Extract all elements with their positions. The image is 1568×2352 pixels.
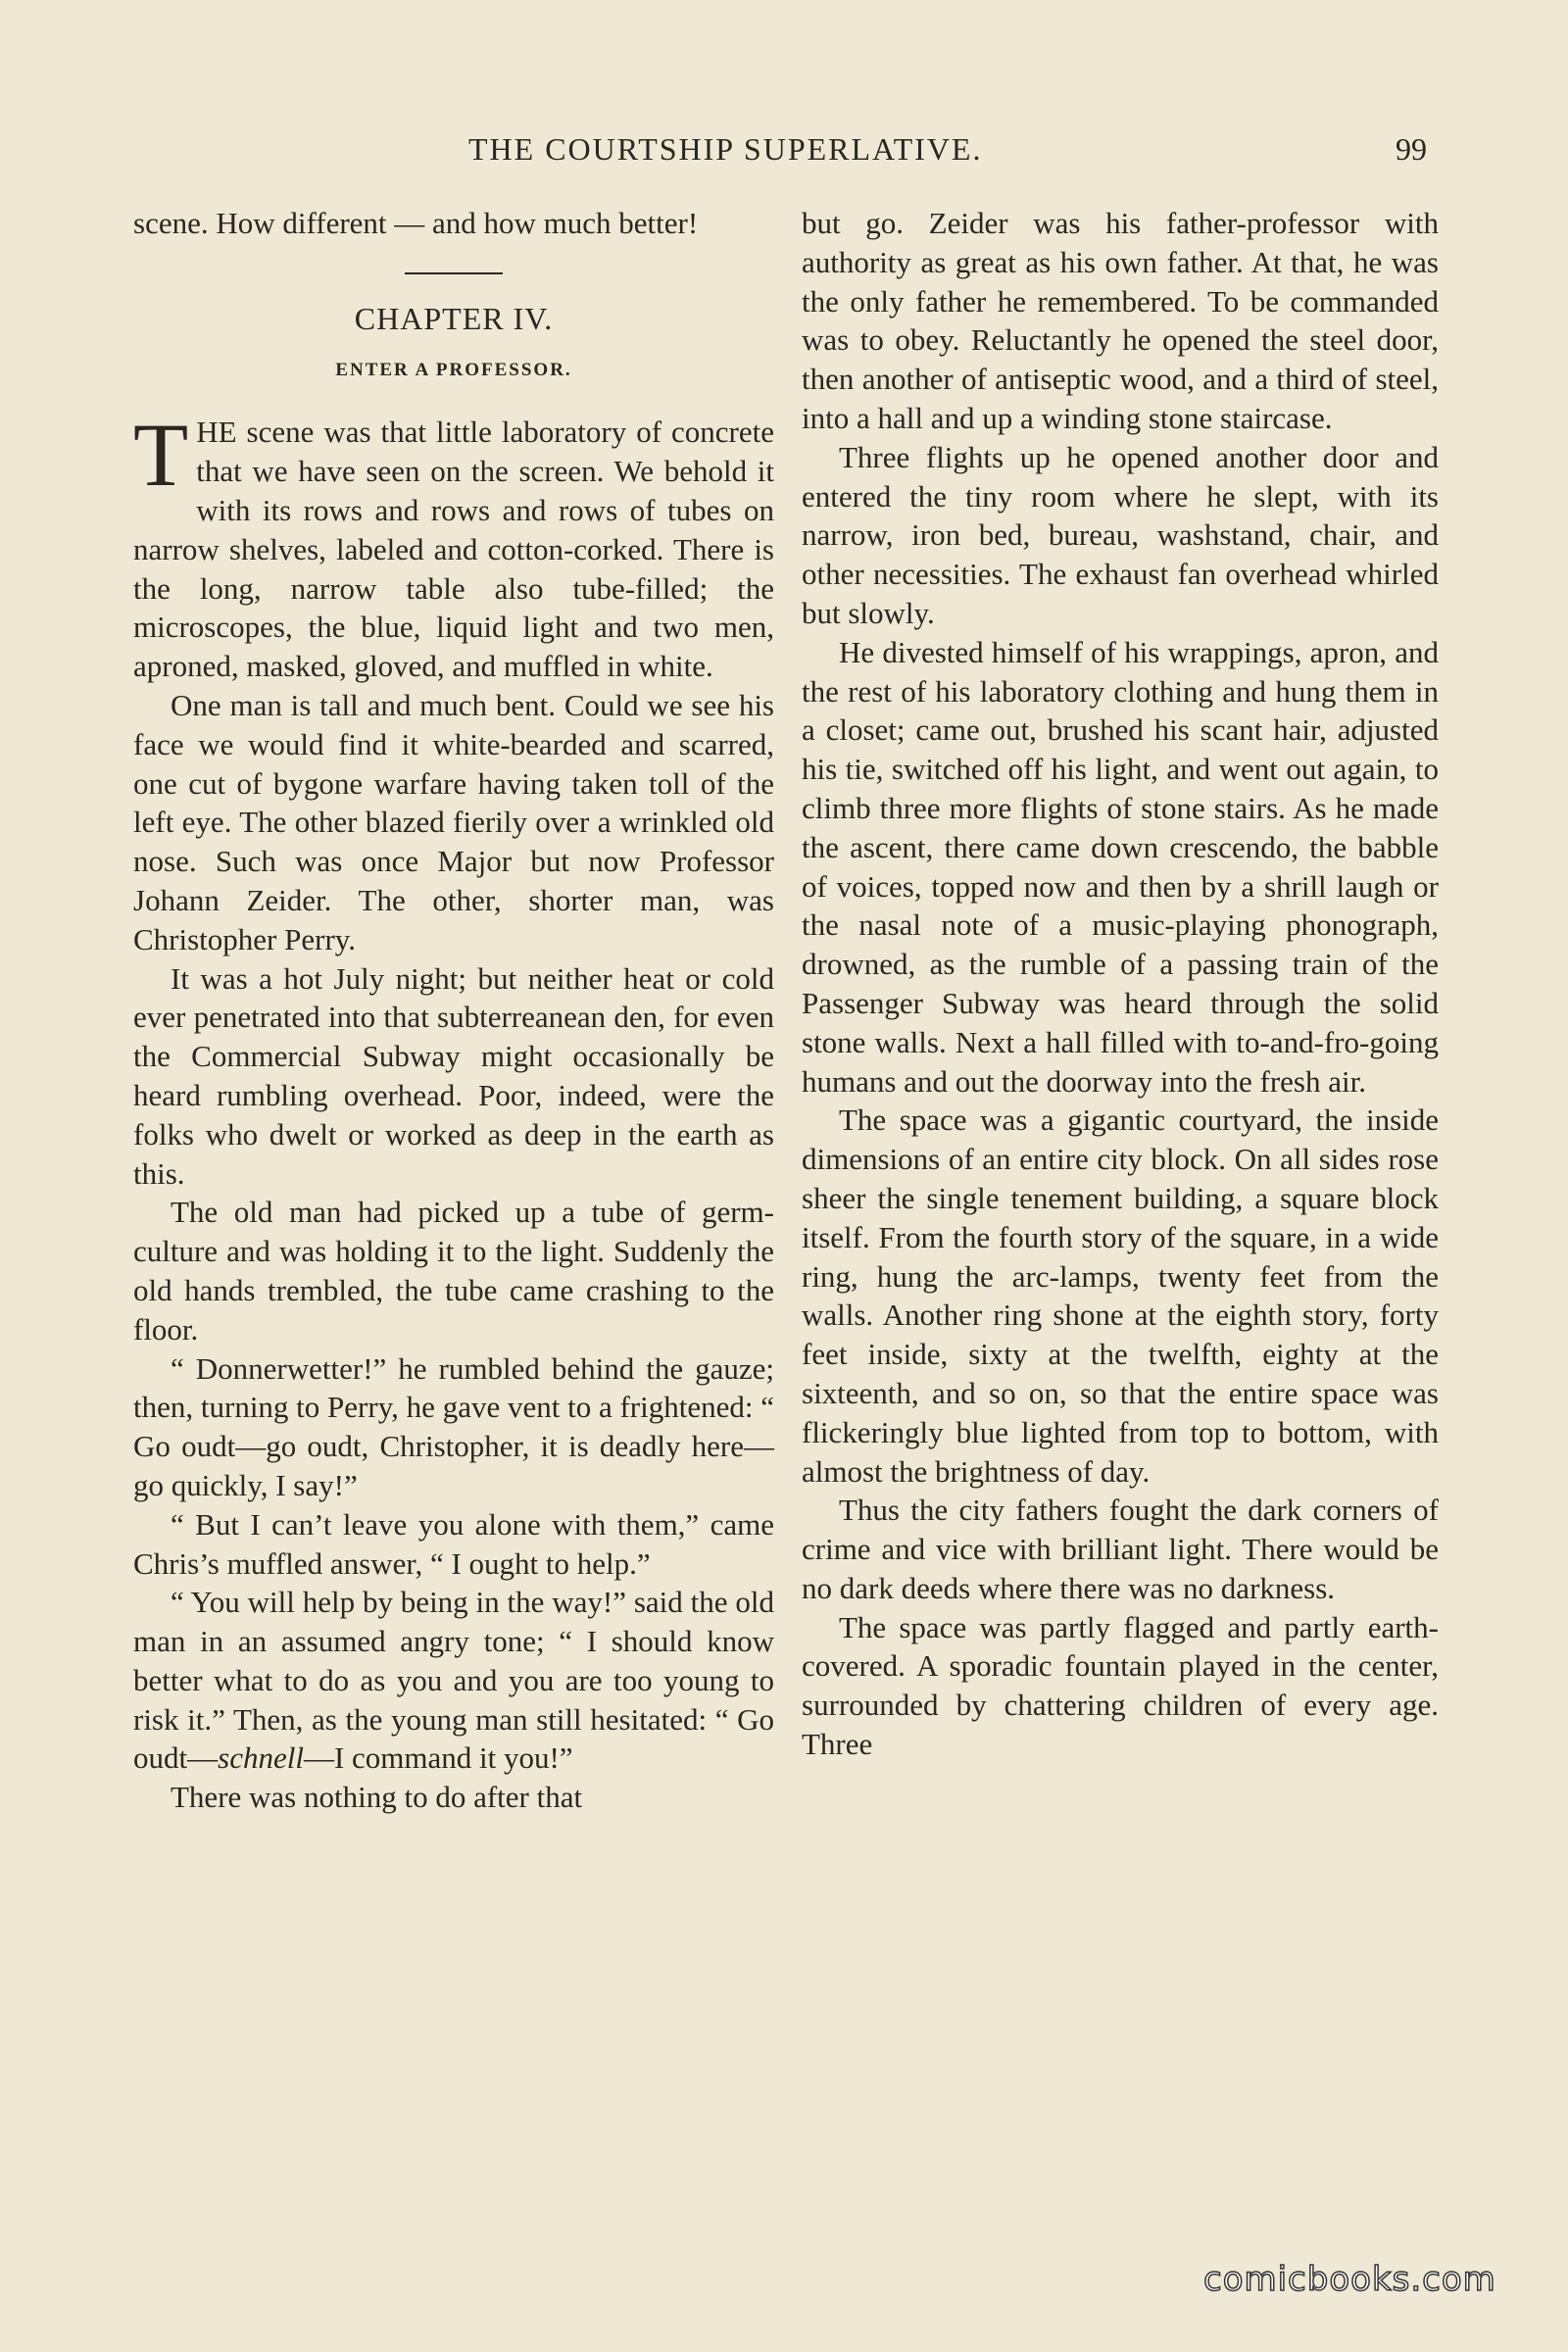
- left-column: [133, 204, 774, 1817]
- paragraph-text: —I command it you!”: [303, 1740, 573, 1776]
- paragraph: He divested himself of his wrappings, apron, and the rest of his laboratory clothing and hung them in a closet; came out, brushed his scant hair, adjusted his tie, switched off his light, and went out again, to climb three more flights of stone stairs. As he made the ascent, there came down crescendo, the babble of voices, topped now and then by a shrill laugh or the nasal note of a music-playing phonograph, drowned, as the rumble of a passing train of the Passenger Subway was heard through the solid stone walls. Next a hall filled with to-and-fro-going humans and out the doorway into the fresh air.: [802, 634, 1439, 1099]
- paragraph: Thus the city fathers fought the dark corners of crime and vice with brilliant light. There would be no dark deeds where there was no darkness.: [802, 1493, 1439, 1605]
- chapter-subtitle: ENTER A PROFESSOR.: [335, 359, 572, 380]
- paragraph-opening: [133, 405, 774, 686]
- drop-cap: T: [133, 405, 189, 506]
- paragraph: “ But I can’t leave you alone with them,” came Chris’s muffled answer, “ I ought to help.”: [133, 1506, 774, 1581]
- right-column: [802, 204, 1439, 1764]
- paragraph: The old man had picked up a tube of germ-culture and was holding it to the light. Suddenly the old hands trembled, the tube came crashing to the floor.: [133, 1195, 774, 1347]
- page-number: 99: [1396, 131, 1427, 167]
- paragraph: There was nothing to do after that: [171, 1780, 583, 1815]
- watermark: comicbooks.com: [1203, 2260, 1496, 2299]
- section-divider: [405, 272, 503, 274]
- paragraph: scene. How different — and how much better!: [133, 206, 699, 240]
- paragraph: One man is tall and much bent. Could we see his face we would find it white-bearded and scarred, one cut of bygone warfare having taken toll of the left eye. The other blazed fierily over a wrinkled old nose. Such was once Major but now Professor Johann Zeider. The other, shorter man, was Christopher Perry.: [133, 687, 774, 956]
- paragraph: It was a hot July night; but neither heat or cold ever penetrated into that subterreanean den, for even the Commercial Subway might occasionally be heard rumbling overhead. Poor, indeed, were the folks who dwelt or worked as deep in the earth as this.: [133, 960, 774, 1191]
- italic-word: schnell: [218, 1740, 304, 1776]
- paragraph: Three flights up he opened another door and entered the tiny room where he slept, with its narrow, iron bed, bureau, washstand, chair, and other necessities. The exhaust fan overhead whirled but slowly.: [802, 439, 1439, 630]
- paragraph: The space was a gigantic courtyard, the inside dimensions of an entire city block. On all sides rose sheer the single tenement building, a square block itself. From the fourth story of the square, in a wide ring, hung the arc-lamps, twenty feet from the walls. Another ring shone at the eighth story, forty feet inside, sixty at the twelfth, eighty at the sixteenth, and so on, so that the entire space was flickeringly blue lighted from top to bottom, with almost the brightness of day.: [802, 1102, 1439, 1489]
- paragraph: “ Donnerwetter!” he rumbled behind the gauze; then, turning to Perry, he gave vent to a frightened: “ Go oudt—go oudt, Christopher, it is deadly here—go quickly, I say!”: [133, 1350, 774, 1502]
- paragraph: The space was partly flagged and partly earth-covered. A sporadic fountain played in the center, surrounded by chattering children of every age. Three: [802, 1609, 1439, 1762]
- chapter-title: CHAPTER IV.: [354, 300, 554, 336]
- paragraph-text: “ Go oudt—: [133, 1701, 774, 1776]
- paragraph: but go. Zeider was his father-professor with authority as great as his own father. At that, he was the only father he remembered. To be commanded was to obey. Reluctantly he opened the steel door, then another of antiseptic wood, and a third of steel, into a hall and up a winding stone staircase.: [802, 206, 1439, 435]
- paragraph: [133, 1583, 774, 1778]
- paragraph-text: HE scene was that little laboratory of concrete that we have seen on the screen. We behold it with its rows and rows and rows of tubes on narrow shelves, labeled and cotton-corked. There is the long, narrow table also tube-filled; the microscopes, the blue, liquid light and two men, aproned, masked, gloved, and muffled in white.: [133, 415, 774, 684]
- running-title: THE COURTSHIP SUPERLATIVE.: [468, 131, 983, 167]
- paragraph-text: “ You will help by being in the way!” said the old man in an assumed angry tone; “ I should know better what to do as you and you are too young to risk it.” Then, as the young man still hesitated:: [133, 1585, 774, 1737]
- page-header: [0, 127, 1568, 176]
